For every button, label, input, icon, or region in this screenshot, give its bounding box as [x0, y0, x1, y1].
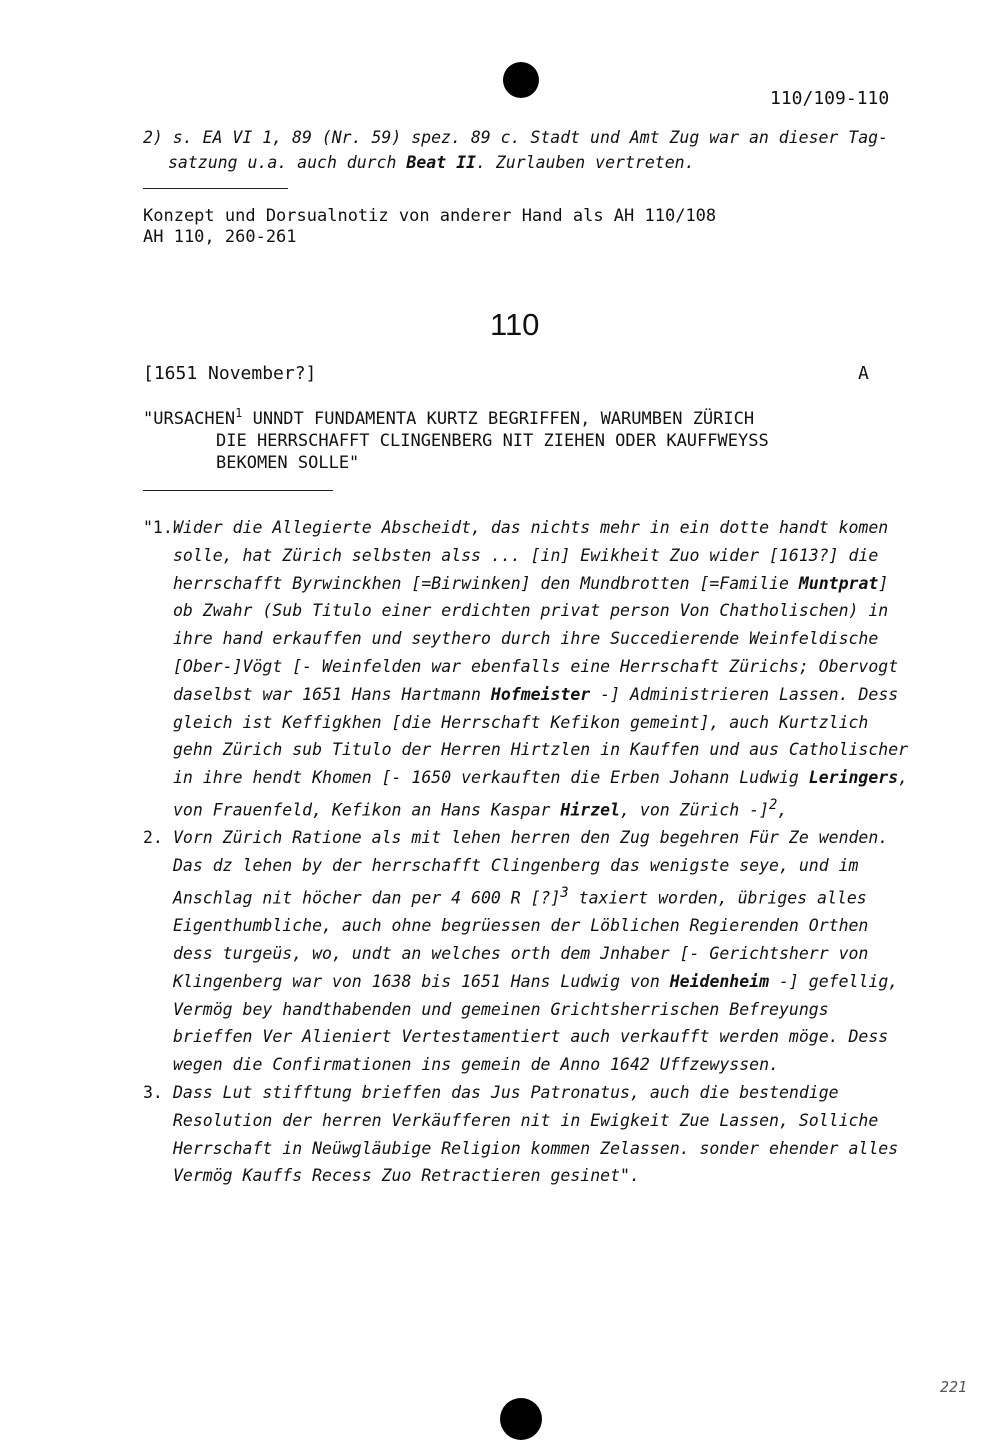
document-mark: A: [858, 363, 869, 384]
person-name: Hirzel: [560, 800, 621, 820]
document-title: [143, 402, 769, 474]
footnote-line-1: 2) s. EA VI 1, 89 (Nr. 59) spez. 89 c. Stadt und Amt Zug war an dieser Tag-: [143, 128, 889, 147]
punch-hole-top: [503, 62, 539, 98]
punch-hole-bottom: [500, 1398, 542, 1440]
separator-rule-1: [143, 188, 288, 189]
footnote: [143, 125, 903, 175]
person-name: Heidenheim: [669, 971, 770, 991]
item-number: "1.: [143, 518, 173, 537]
person-name: Leringers: [808, 768, 899, 788]
person-name: Hofmeister: [490, 684, 591, 704]
page-number: 221: [940, 1378, 968, 1396]
footnote-ref: 1: [235, 406, 243, 420]
title-line-3: BEKOMEN SOLLE": [216, 453, 360, 473]
title-line-1: "URSACHEN$^1$ UNNDT FUNDAMENTA KURTZ BEGRIFFEN, WARUMBEN ZÜRICH: [143, 406, 755, 429]
footnote-ref: 3: [560, 884, 569, 901]
argument-list: [143, 514, 913, 1190]
source-note-line-2: AH 110, 260-261: [143, 227, 297, 247]
item-text: Vorn Zürich Ratione als mit lehen herren den Zug begehren Für Ze wenden.: [173, 828, 889, 848]
item-text: Dass Lut stifftung brieffen das Jus Patronatus, auch die bestendige Resolution der herren Verkäufferen nit in Ewigkeit Zue Lassen, Solliche Herrschaft in Neüwgläubige Religion kommen Zelassen. sonder ehender alles Vermög Kauffs Recess Zuo Retractieren gesinet".: [173, 1082, 899, 1186]
list-item-3: [143, 1079, 913, 1190]
footnote-ref: 2: [769, 796, 778, 813]
source-note: [143, 206, 716, 248]
footnote-line-2: satzung u.a. auch durch Beat II. Zurlauben vertreten.: [168, 153, 695, 172]
list-item-2: [143, 824, 913, 1079]
item-number: 3.: [143, 1082, 163, 1102]
document-date: [1651 November?]: [143, 363, 317, 384]
source-note-line-1: Konzept und Dorsualnotiz von anderer Hand als AH 110/108: [143, 206, 717, 226]
person-name: Beat II: [406, 153, 476, 172]
person-name: Muntprat: [798, 573, 879, 593]
document-reference: 110/109-110: [770, 88, 890, 109]
item-text: Wider die Allegierte Abscheidt, das nichts mehr in ein dotte handt komen solle, hat Zürich selbsten alss ... [in] Ewikheit Zuo wider [1613?] die herrschafft Byrwinckhen [=Birwinken] den Mundbrotten [=Familie Muntprat] ob Zwahr (Sub Titulo einer erdichten privat person Von Chatholischen) in ihre hand erkauffen und seythero durch ihre Succedierende Weinfeldische [Ober-]Vögt [- Weinfelden war ebenfalls eine Herrschaft Zürichs; Obervogt daselbst war 1651 Hans Hartmann Hofmeister -] Administrieren Lassen. Dess gleich ist Keffigkhen [die Herrschaft Kefikon gemeint], auch Kurtzlich gehn Zürich sub Titulo der Herren Hirtzlen in Kauffen und aus Catholischer in ihre hendt Khomen [- 1650 verkauften die Erben Johann Ludwig Leringers, von Frauenfeld, Kefikon an Hans Kaspar Hirzel, von Zürich -]$^2$,: [173, 518, 909, 820]
list-item-1: [143, 514, 913, 824]
item-number: 2.: [143, 828, 163, 848]
document-number: 110: [490, 307, 540, 342]
title-line-2: DIE HERRSCHAFFT CLINGENBERG NIT ZIEHEN ODER KAUFFWEYSS: [216, 431, 769, 451]
separator-rule-2: [143, 490, 333, 491]
item-text: Das dz lehen by der herrschafft Clingenberg das wenigste seye, und im Anschlag nit höcher dan per 4 600 R [?]$^3$ taxiert worden, übriges alles Eigenthumbliche, auch ohne begrüessen der Löblichen Regierenden Orthen dess turgeüs, wo, undt an welches orth dem Jnhaber [- Gerichtsherr von Klingenberg war von 1638 bis 1651 Hans Ludwig von Heidenheim -] gefellig, Vermög bey handthabenden und gemeinen Grichtsherrischen Befreyungs brieffen Ver Alieniert Vertestamentiert auch verkaufft werden möge. Dess wegen die Confirmationen ins gemein de Anno 1642 Uffzewyssen.: [173, 856, 899, 1075]
